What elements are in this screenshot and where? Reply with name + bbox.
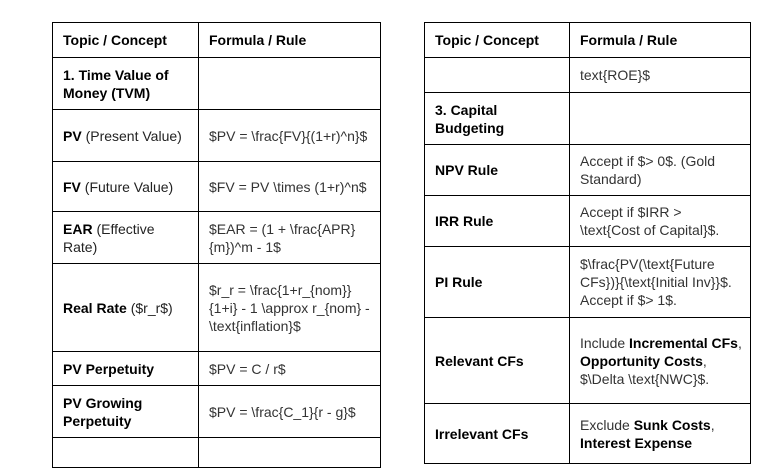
- cell-text: text{ROE}$: [580, 67, 651, 83]
- cell-text: Interest Expense: [580, 434, 693, 451]
- table-row: [425, 404, 751, 464]
- cell-text: Irrelevant CFs: [435, 425, 529, 442]
- cell-text: ,: [710, 416, 715, 433]
- cell-text: $FV = PV \times (1+r)^n$: [209, 178, 367, 195]
- topic-cell: [425, 58, 570, 93]
- topic-cell: [53, 110, 199, 162]
- cell-text: $r_r = \frac{1+r_{nom}}{1+i} - 1 \approx r_{nom} - \text{inflation}$: [209, 281, 370, 334]
- table-row: [425, 318, 751, 404]
- table-row: [53, 352, 381, 386]
- topic-cell: [425, 145, 570, 196]
- formula-cell: [199, 386, 381, 438]
- formula-table-left: [52, 22, 381, 468]
- formula-table-right: [424, 22, 751, 464]
- topic-cell: [425, 404, 570, 464]
- table-row: [425, 196, 751, 247]
- cell-text: $PV = C / r$: [209, 360, 286, 377]
- topic-cell: [53, 352, 199, 386]
- topic-cell: [53, 438, 199, 468]
- table-row: [53, 58, 381, 110]
- table-header-row: [425, 23, 751, 58]
- cell-text: PV Growing Perpetuity: [63, 394, 143, 429]
- cell-text: (Effective Rate): [63, 220, 155, 255]
- table-row: [425, 58, 751, 93]
- header-topic: Topic / Concept: [425, 23, 570, 58]
- cell-text: ($r_r$): [126, 299, 173, 316]
- topic-cell: [53, 58, 199, 110]
- cell-text: Real Rate: [63, 299, 127, 316]
- cell-text: ,: [737, 334, 742, 351]
- cell-text: Relevant CFs: [435, 352, 524, 369]
- cell-text: IRR Rule: [435, 213, 494, 229]
- formula-cell: [570, 145, 751, 196]
- table-row: [53, 212, 381, 264]
- cell-text: Opportunity Costs: [580, 352, 703, 369]
- cell-text: $EAR = (1 + \frac{APR}{m})^m - 1$: [209, 220, 356, 255]
- table-row: [53, 386, 381, 438]
- cell-text: $PV = \frac{C_1}{r - g}$: [209, 403, 356, 420]
- table-row: [425, 247, 751, 318]
- cell-text: PV Perpetuity: [63, 360, 155, 377]
- cell-text: Incremental CFs: [629, 334, 738, 351]
- topic-cell: [53, 386, 199, 438]
- formula-cell: [570, 318, 751, 404]
- formula-cell: [570, 404, 751, 464]
- formula-cell: [199, 352, 381, 386]
- header-formula: Formula / Rule: [570, 23, 751, 58]
- cell-text: Exclude: [580, 416, 634, 433]
- cell-text: $\frac{PV(\text{Future CFs})}{\text{Initial Inv}}$. Accept if $> 1$.: [580, 256, 732, 308]
- cell-text: Sunk Costs: [633, 416, 711, 433]
- table-row: [53, 438, 381, 468]
- topic-cell: [53, 212, 199, 264]
- table-row: [53, 110, 381, 162]
- formula-cell: [199, 58, 381, 110]
- cell-text: (Present Value): [81, 127, 182, 144]
- header-formula: Formula / Rule: [199, 23, 381, 58]
- cell-text: Accept if $IRR > \text{Cost of Capital}$.: [580, 204, 720, 238]
- cell-text: 1. Time Value of Money (TVM): [63, 66, 169, 101]
- table-row: [53, 264, 381, 352]
- cell-text: (Future Value): [80, 178, 174, 195]
- table-row: [53, 162, 381, 212]
- topic-cell: [53, 162, 199, 212]
- formula-cell: [199, 162, 381, 212]
- topic-cell: [53, 264, 199, 352]
- formula-cell: [570, 93, 751, 145]
- formula-cell: [199, 212, 381, 264]
- formula-cell: [570, 58, 751, 93]
- formula-cell: [199, 110, 381, 162]
- cell-text: PV: [63, 127, 82, 144]
- cell-text: $PV = \frac{FV}{(1+r)^n}$: [209, 127, 368, 144]
- header-topic: Topic / Concept: [53, 23, 199, 58]
- cell-text: Include: [580, 334, 630, 351]
- cell-text: FV: [63, 178, 81, 195]
- formula-cell: [570, 196, 751, 247]
- cell-text: , $\Delta \text{NWC}$.: [580, 352, 710, 387]
- formula-cell: [199, 264, 381, 352]
- cell-text: EAR: [63, 220, 93, 237]
- formula-cell: [570, 247, 751, 318]
- cell-text: PI Rule: [435, 274, 483, 290]
- cell-text: Accept if $> 0$. (Gold Standard): [580, 153, 716, 187]
- table-header-row: [53, 23, 381, 58]
- table-row: [425, 93, 751, 145]
- topic-cell: [425, 247, 570, 318]
- topic-cell: [425, 318, 570, 404]
- formula-cell: [199, 438, 381, 468]
- table-row: [425, 145, 751, 196]
- topic-cell: [425, 93, 570, 145]
- cell-text: 3. Capital Budgeting: [435, 101, 505, 136]
- topic-cell: [425, 196, 570, 247]
- cell-text: NPV Rule: [435, 162, 499, 178]
